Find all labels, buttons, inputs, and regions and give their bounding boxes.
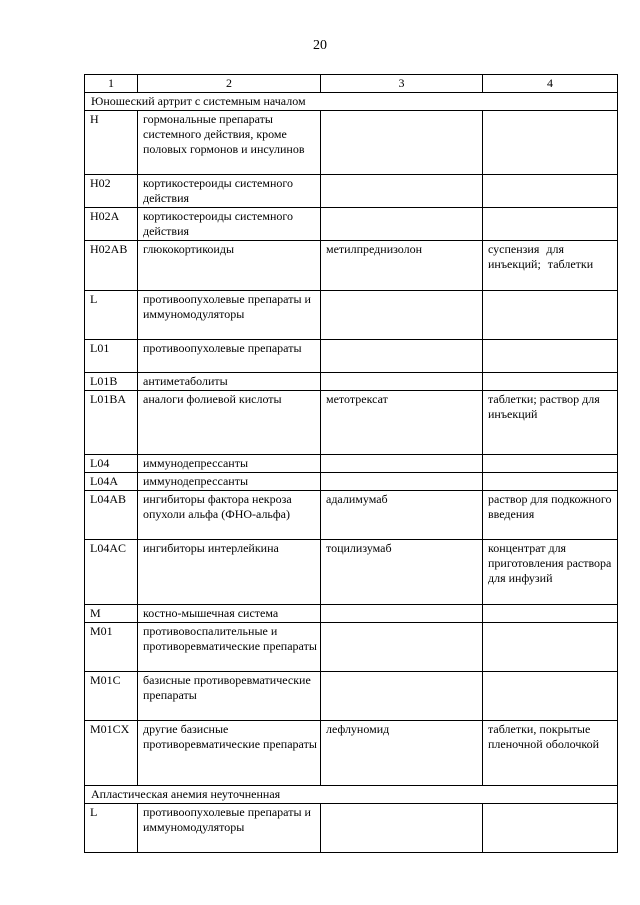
- table-row: [85, 672, 618, 721]
- dosage-form: [483, 291, 618, 340]
- atc-code: H: [85, 111, 138, 175]
- atc-group: кортикостероиды системного действия: [138, 208, 321, 241]
- atc-code: L04: [85, 455, 138, 473]
- table-row: [85, 175, 618, 208]
- atc-group: противоопухолевые препараты: [138, 340, 321, 373]
- drug-name: [321, 455, 483, 473]
- atc-group: другие базисные противоревматические препараты: [138, 721, 321, 786]
- atc-code: L04AB: [85, 491, 138, 540]
- atc-code: L: [85, 804, 138, 853]
- table-row: [85, 111, 618, 175]
- atc-code: H02AB: [85, 241, 138, 291]
- atc-group: ингибиторы интерлейкина: [138, 540, 321, 605]
- table-row: [85, 540, 618, 605]
- column-header: 3: [321, 75, 483, 93]
- dosage-form: [483, 473, 618, 491]
- drug-name: метотрексат: [321, 391, 483, 455]
- dosage-form: [483, 208, 618, 241]
- column-header: 2: [138, 75, 321, 93]
- atc-code: M01CX: [85, 721, 138, 786]
- atc-group: противоопухолевые препараты и иммуномодуляторы: [138, 804, 321, 853]
- dosage-form: [483, 623, 618, 672]
- atc-group: противовоспалительные и противоревматические препараты: [138, 623, 321, 672]
- dosage-form: таблетки, покрытые пленочной оболочкой: [483, 721, 618, 786]
- drug-name: тоцилизумаб: [321, 540, 483, 605]
- table-row: [85, 721, 618, 786]
- dosage-form: [483, 340, 618, 373]
- drug-name: [321, 623, 483, 672]
- drug-name: [321, 373, 483, 391]
- section-title-row: [85, 786, 618, 804]
- atc-code: H02: [85, 175, 138, 208]
- table-row: [85, 391, 618, 455]
- dosage-form: [483, 605, 618, 623]
- section-title: Юношеский артрит с системным началом: [85, 93, 618, 111]
- table-row: [85, 455, 618, 473]
- atc-group: гормональные препараты системного действия, кроме половых гормонов и инсулинов: [138, 111, 321, 175]
- dosage-form: [483, 672, 618, 721]
- column-header: 1: [85, 75, 138, 93]
- drug-name: метилпреднизолон: [321, 241, 483, 291]
- drug-table: [84, 74, 618, 853]
- atc-code: M: [85, 605, 138, 623]
- drug-name: [321, 672, 483, 721]
- drug-name: [321, 291, 483, 340]
- atc-code: L04AC: [85, 540, 138, 605]
- atc-group: костно-мышечная система: [138, 605, 321, 623]
- drug-name: [321, 208, 483, 241]
- table-row: [85, 605, 618, 623]
- atc-code: M01C: [85, 672, 138, 721]
- table-row: [85, 291, 618, 340]
- dosage-form: концентрат для приготовления раствора для инфузий: [483, 540, 618, 605]
- table-row: [85, 373, 618, 391]
- dosage-form: [483, 175, 618, 208]
- table-row: [85, 804, 618, 853]
- atc-code: L01B: [85, 373, 138, 391]
- drug-name: [321, 605, 483, 623]
- drug-name: [321, 340, 483, 373]
- atc-group: аналоги фолиевой кислоты: [138, 391, 321, 455]
- atc-group: базисные противоревматические препараты: [138, 672, 321, 721]
- table-row: [85, 491, 618, 540]
- atc-code: L01: [85, 340, 138, 373]
- section-title-row: [85, 93, 618, 111]
- atc-code: L01BA: [85, 391, 138, 455]
- atc-code: H02A: [85, 208, 138, 241]
- dosage-form: раствор для подкожного введения: [483, 491, 618, 540]
- atc-group: иммунодепрессанты: [138, 455, 321, 473]
- drug-name: [321, 804, 483, 853]
- dosage-form: [483, 804, 618, 853]
- column-header: 4: [483, 75, 618, 93]
- dosage-form: [483, 455, 618, 473]
- dosage-form: [483, 373, 618, 391]
- dosage-form: таблетки; раствор для инъекций: [483, 391, 618, 455]
- table-row: [85, 473, 618, 491]
- atc-group: иммунодепрессанты: [138, 473, 321, 491]
- table-row: [85, 623, 618, 672]
- page-number: 20: [313, 38, 327, 53]
- atc-group: кортикостероиды системного действия: [138, 175, 321, 208]
- table-row: [85, 208, 618, 241]
- atc-group: ингибиторы фактора некроза опухоли альфа (ФНО-альфа): [138, 491, 321, 540]
- atc-group: противоопухолевые препараты и иммуномодуляторы: [138, 291, 321, 340]
- dosage-form: суспензия для инъекций; таблетки: [483, 241, 618, 291]
- table-header-row: [85, 75, 618, 93]
- atc-group: антиметаболиты: [138, 373, 321, 391]
- atc-code: L: [85, 291, 138, 340]
- drug-name: лефлуномид: [321, 721, 483, 786]
- atc-code: M01: [85, 623, 138, 672]
- drug-name: адалимумаб: [321, 491, 483, 540]
- atc-code: L04A: [85, 473, 138, 491]
- dosage-form: [483, 111, 618, 175]
- table-row: [85, 340, 618, 373]
- section-title: Апластическая анемия неуточненная: [85, 786, 618, 804]
- drug-name: [321, 111, 483, 175]
- drug-name: [321, 175, 483, 208]
- drug-name: [321, 473, 483, 491]
- atc-group: глюкокортикоиды: [138, 241, 321, 291]
- table-row: [85, 241, 618, 291]
